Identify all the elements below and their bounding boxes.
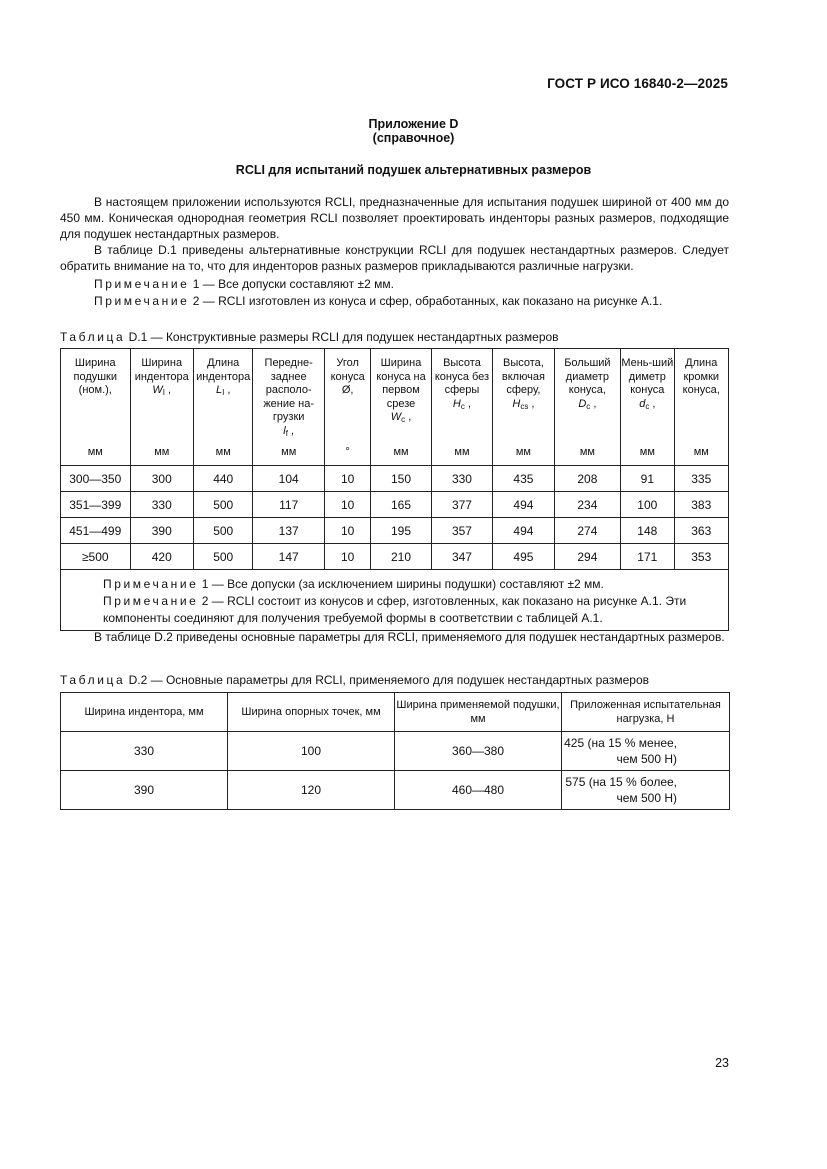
table-cell: 435: [493, 466, 554, 492]
table-cell: 171: [621, 544, 674, 570]
note-label: Примечание: [103, 577, 199, 591]
header-symbol-sub: I: [222, 388, 225, 397]
table-cell: 351—399: [61, 492, 131, 518]
table-cell: 10: [324, 466, 370, 492]
table2-header-cell: Ширина применяемой подушки, мм: [395, 693, 562, 732]
table-cell: 420: [130, 544, 193, 570]
header-unit: мм: [87, 445, 103, 458]
section-heading: RCLI для испытаний подушек альтернативных размеров: [235, 163, 592, 177]
table1-note-2: [67, 593, 722, 627]
header-label: Длина кромки конуса,: [682, 357, 720, 396]
caption-text: D.1 — Конструктивные размеры RCLI для подушек нестандартных размеров: [125, 330, 559, 344]
header-symbol-sub: I: [162, 388, 165, 397]
table-cell: 148: [621, 518, 674, 544]
table-cell: 300: [130, 466, 193, 492]
table-row: [61, 518, 729, 544]
note-label: Примечание: [94, 277, 190, 291]
table-cell: 500: [193, 492, 252, 518]
header-symbol: H: [452, 397, 461, 410]
table-cell: 234: [554, 492, 620, 518]
header-unit: мм: [515, 445, 531, 458]
table1-header-cell: [324, 349, 370, 466]
table-cell: 117: [253, 492, 325, 518]
appendix-title: Приложение D: [368, 117, 459, 131]
table-row: [61, 771, 730, 810]
header-unit: мм: [154, 445, 170, 458]
header-unit: мм: [215, 445, 231, 458]
note-text: 1 — Все допуски составляют ±2 мм.: [189, 277, 394, 291]
table1-header-row: [61, 349, 729, 466]
middle-text: [60, 629, 729, 645]
table-cell: 383: [674, 492, 728, 518]
header-symbol-sub: c: [401, 415, 406, 424]
table-cell: 91: [621, 466, 674, 492]
header-unit: мм: [281, 445, 297, 458]
header-symbol: d: [639, 397, 646, 410]
table-cell: 100: [621, 492, 674, 518]
header-symbol: l: [283, 424, 286, 437]
table-cell: 425 (на 15 % менее, чем 500 Н): [562, 732, 730, 771]
intro-paragraph-2: В таблице D.1 приведены альтернативные конструкции RCLI для подушек нестандартных размеров. Следует обратить внимание на то, что для инденторов разных размеров прикладываются различные нагрузки.: [60, 243, 729, 273]
intro-text: [60, 194, 729, 274]
note-text: 2 — RCLI состоит из конусов и сфер, изготовленных, как показано на рисунке А.1. Эти компоненты соединяют для получения требуемой формы в соответствии с таблицей А.1.: [103, 594, 687, 625]
table-cell: 294: [554, 544, 620, 570]
table-cell: 10: [324, 518, 370, 544]
header-label: Ширина индентора: [134, 357, 189, 383]
table-cell: 208: [554, 466, 620, 492]
table-cell: 494: [493, 492, 554, 518]
table-cell: 460—480: [395, 771, 562, 810]
table-cell: 440: [193, 466, 252, 492]
table-cell: 390: [61, 771, 228, 810]
table-cell: 451—499: [61, 518, 131, 544]
intro-note-2: [94, 294, 662, 308]
header-unit: мм: [393, 445, 409, 458]
table1-notes-row: [61, 570, 729, 631]
header-label: Длина индентора: [196, 357, 251, 383]
header-symbol-sub: cs: [520, 401, 529, 411]
table2-header-cell: Ширина опорных точек, мм: [228, 693, 395, 732]
table-cell: 210: [371, 544, 431, 570]
table1-header-cell: Ширина индентора $W_I$ , мм: [130, 349, 193, 466]
table-cell: 390: [130, 518, 193, 544]
header-symbol-sub: c: [645, 401, 650, 411]
header-label: Ширина подушки (ном.),: [73, 357, 118, 396]
table2-caption: [60, 673, 649, 687]
document-code: ГОСТ Р ИСО 16840-2—2025: [547, 76, 728, 91]
page-number: 23: [715, 1056, 729, 1070]
header-label: Высота конуса без сферы: [434, 357, 490, 396]
header-symbol: L: [215, 384, 223, 396]
table-row: [61, 492, 729, 518]
header-symbol: W: [152, 384, 163, 396]
table-cell: 363: [674, 518, 728, 544]
note-label: Примечание: [103, 594, 199, 608]
table1-header-cell: [61, 349, 131, 466]
header-unit: мм: [693, 445, 709, 458]
header-symbol: D: [578, 397, 587, 410]
table-cell: 300—350: [61, 466, 131, 492]
header-label: Мень-ший диметр конуса: [621, 357, 674, 396]
header-unit: мм: [454, 445, 470, 458]
table-cell: 330: [130, 492, 193, 518]
header-label: Ширина конуса на первом срезе: [376, 357, 426, 410]
caption-label: Таблица: [60, 330, 126, 344]
header-unit: мм: [579, 445, 595, 458]
table1-header-cell: Передне-заднее располо-жение на-грузки $l_f$ , мм: [253, 349, 325, 466]
table-cell: 495: [493, 544, 554, 570]
table2-header-cell: Приложенная испытательная нагрузка, Н: [562, 693, 730, 732]
table-cell: 330: [431, 466, 492, 492]
table-cell: ≥500: [61, 544, 131, 570]
header-symbol-sub: c: [586, 401, 591, 411]
header-unit: мм: [639, 445, 655, 458]
table1-header-cell: Ширина конуса на первом срезе $W_c$ , мм: [371, 349, 431, 466]
table-cell: 10: [324, 544, 370, 570]
caption-text: D.2 — Основные параметры для RCLI, применяемого для подушек нестандартных размеров: [125, 673, 649, 687]
table-cell: 150: [371, 466, 431, 492]
table-cell: 494: [493, 518, 554, 544]
header-symbol: H: [512, 397, 521, 410]
table-cell: 195: [371, 518, 431, 544]
table-cell: 377: [431, 492, 492, 518]
table-cell: 165: [371, 492, 431, 518]
table2-header-cell: Ширина индентора, мм: [61, 693, 228, 732]
caption-label: Таблица: [60, 673, 126, 687]
table1-header-cell: Больший диаметр конуса, $D_c$ , мм: [554, 349, 620, 466]
header-label: Высота, включая сферу,: [501, 357, 545, 396]
note-text: 2 — RCLI изготовлен из конуса и сфер, обработанных, как показано на рисунке А.1.: [189, 294, 663, 308]
table2-header-row: [61, 693, 730, 732]
header-symbol-sub: c: [460, 401, 465, 411]
table-cell: 120: [228, 771, 395, 810]
table-cell: 274: [554, 518, 620, 544]
table-cell: 100: [228, 732, 395, 771]
table1-header-cell: Высота, включая сферу, $H_{cs}$ , мм: [493, 349, 554, 466]
table-row: [61, 732, 730, 771]
table-cell: 147: [253, 544, 325, 570]
table1-header-cell: Длина индентора $L_I$ , мм: [193, 349, 252, 466]
table-cell: 330: [61, 732, 228, 771]
table1-header-cell: Мень-ший диметр конуса $d_c$ , мм: [621, 349, 674, 466]
table-cell: 353: [674, 544, 728, 570]
note-label: Примечание: [94, 294, 190, 308]
header-symbol-sub: f: [285, 428, 288, 438]
intro-paragraph-1: В настоящем приложении используются RCLI, предназначенные для испытания подушек шириной от 400 мм до 450 мм. Коническая однородная геометрия RCLI позволяет проектировать инденторы разных размеров, подходящие для подушек нестандартных размеров.: [60, 195, 729, 241]
table-cell: 137: [253, 518, 325, 544]
header-label: Угол конуса Ø,: [330, 357, 365, 396]
appendix-subtitle: (справочное): [372, 131, 455, 145]
table-cell: 10: [324, 492, 370, 518]
table-cell: 360—380: [395, 732, 562, 771]
header-label: Передне-заднее располо-жение на-грузки: [263, 357, 315, 423]
table1-notes: [61, 570, 729, 631]
header-label: Больший диаметр конуса,: [564, 357, 611, 396]
table1-note-1: [67, 576, 722, 593]
note-text: 1 — Все допуски (за исключением ширины подушки) составляют ±2 мм.: [198, 577, 604, 591]
middle-paragraph: В таблице D.2 приведены основные параметры для RCLI, применяемого для подушек нестандартных размеров.: [94, 630, 725, 644]
table-cell: 347: [431, 544, 492, 570]
table-cell: 357: [431, 518, 492, 544]
table-row: [61, 544, 729, 570]
table-row: [61, 466, 729, 492]
table1-header-cell: [674, 349, 728, 466]
header-symbol: W: [390, 411, 402, 423]
table1-header-cell: Высота конуса без сферы $H_c$ , мм: [431, 349, 492, 466]
table1-caption: [60, 330, 559, 344]
header-unit: °: [345, 445, 350, 458]
table-cell: 575 (на 15 % более, чем 500 Н): [562, 771, 730, 810]
table-cell: 335: [674, 466, 728, 492]
intro-note-1: [94, 277, 394, 291]
table-d2: [60, 692, 730, 810]
table-cell: 104: [253, 466, 325, 492]
table-d1: [60, 348, 729, 631]
table-cell: 500: [193, 518, 252, 544]
table-cell: 500: [193, 544, 252, 570]
